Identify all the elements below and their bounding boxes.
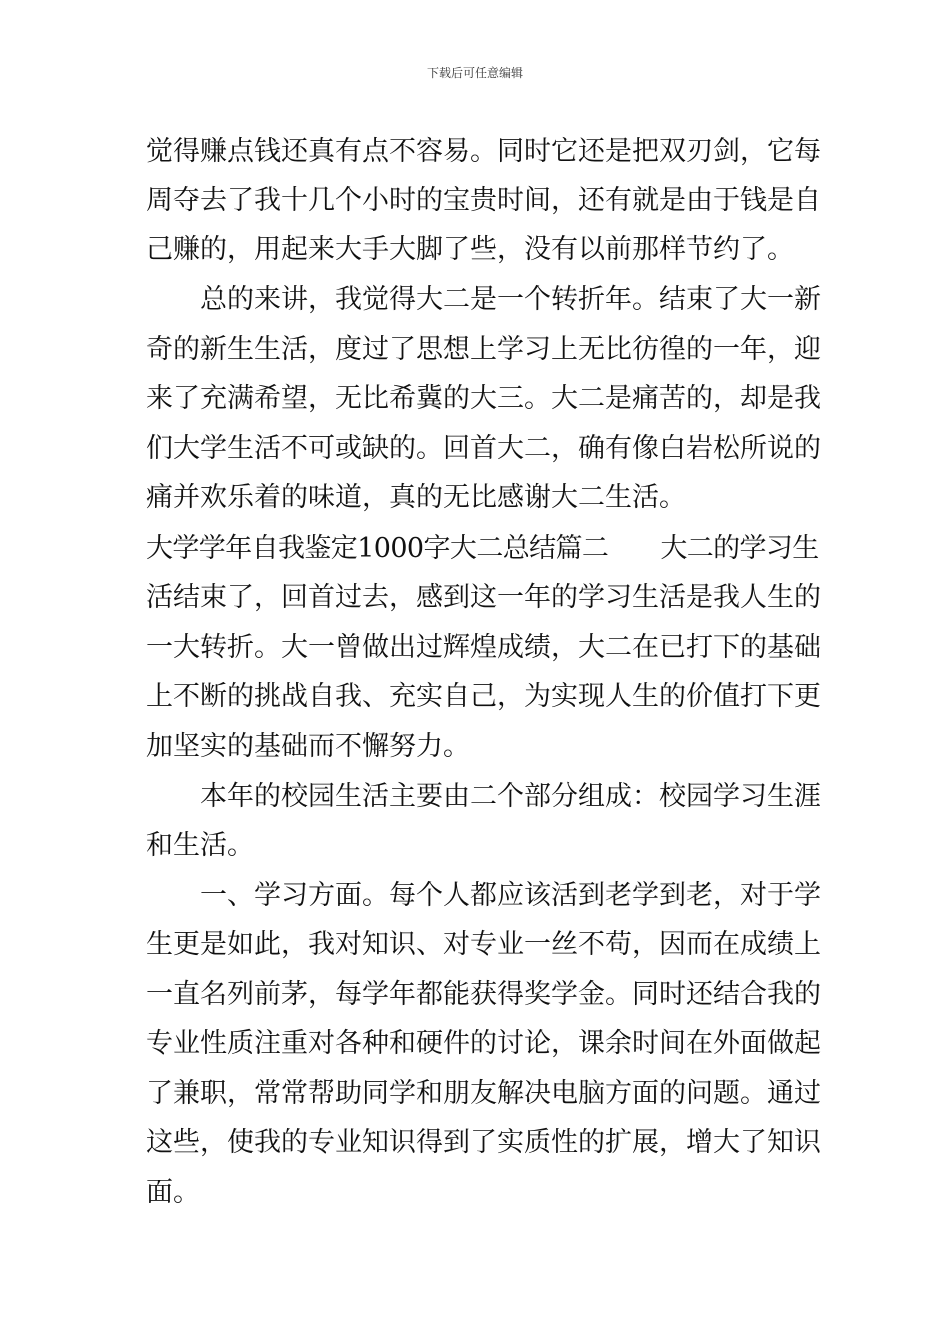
section-heading-line [146,535,826,562]
text-line: 了兼职，常常帮助同学和朋友解决电脑方面的问题。通过 [146,1078,821,1109]
text-line: 和生活。 [146,830,254,861]
text-line: 痛并欢乐着的味道，真的无比感谢大二生活。 [146,482,686,513]
text-line: 上不断的挑战自我、充实自己，为实现人生的价值打下更 [146,681,821,712]
text-line: 一直名列前茅，每学年都能获得奖学金。同时还结合我的 [146,979,821,1010]
text-line: 加坚实的基础而不懈努力。 [146,731,470,762]
paragraph-start: 一、学习方面。每个人都应该活到老学到老，对于学 [200,880,821,911]
paragraph-start: 总的来讲，我觉得大二是一个转折年。结束了大一新 [200,284,821,315]
text-line: 生更是如此，我对知识、对专业一丝不苟，因而在成绩上 [146,929,821,960]
text-line: 周夺去了我十几个小时的宝贵时间，还有就是由于钱是自 [146,185,821,216]
text-line: 专业性质注重对各种和硬件的讨论，课余时间在外面做起 [146,1028,821,1059]
paragraph-start: 本年的校园生活主要由二个部分组成：校园学习生涯 [200,781,821,812]
text-line: 一大转折。大一曾做出过辉煌成绩，大二在已打下的基础 [146,632,821,663]
text-line: 来了充满希望，无比希冀的大三。大二是痛苦的，却是我 [146,383,821,414]
text-line: 觉得赚点钱还真有点不容易。同时它还是把双刃剑，它每 [146,136,821,167]
page-header: 下载后可任意编辑 [426,66,523,80]
text-line: 这些，使我的专业知识得到了实质性的扩展，增大了知识 [146,1127,821,1158]
section-heading: 大学学年自我鉴定1000字大二总结篇二 [146,533,609,564]
text-line: 活结束了，回首过去，感到这一年的学习生活是我人生的 [146,582,821,613]
text-line: 大二的学习生 [660,533,819,564]
text-line: 己赚的，用起来大手大脚了些，没有以前那样节约了。 [146,234,794,265]
text-line: 们大学生活不可或缺的。回首大二，确有像白岩松所说的 [146,433,821,464]
text-line: 面。 [146,1177,200,1208]
text-line: 奇的新生生活，度过了思想上学习上无比彷徨的一年，迎 [146,334,821,365]
